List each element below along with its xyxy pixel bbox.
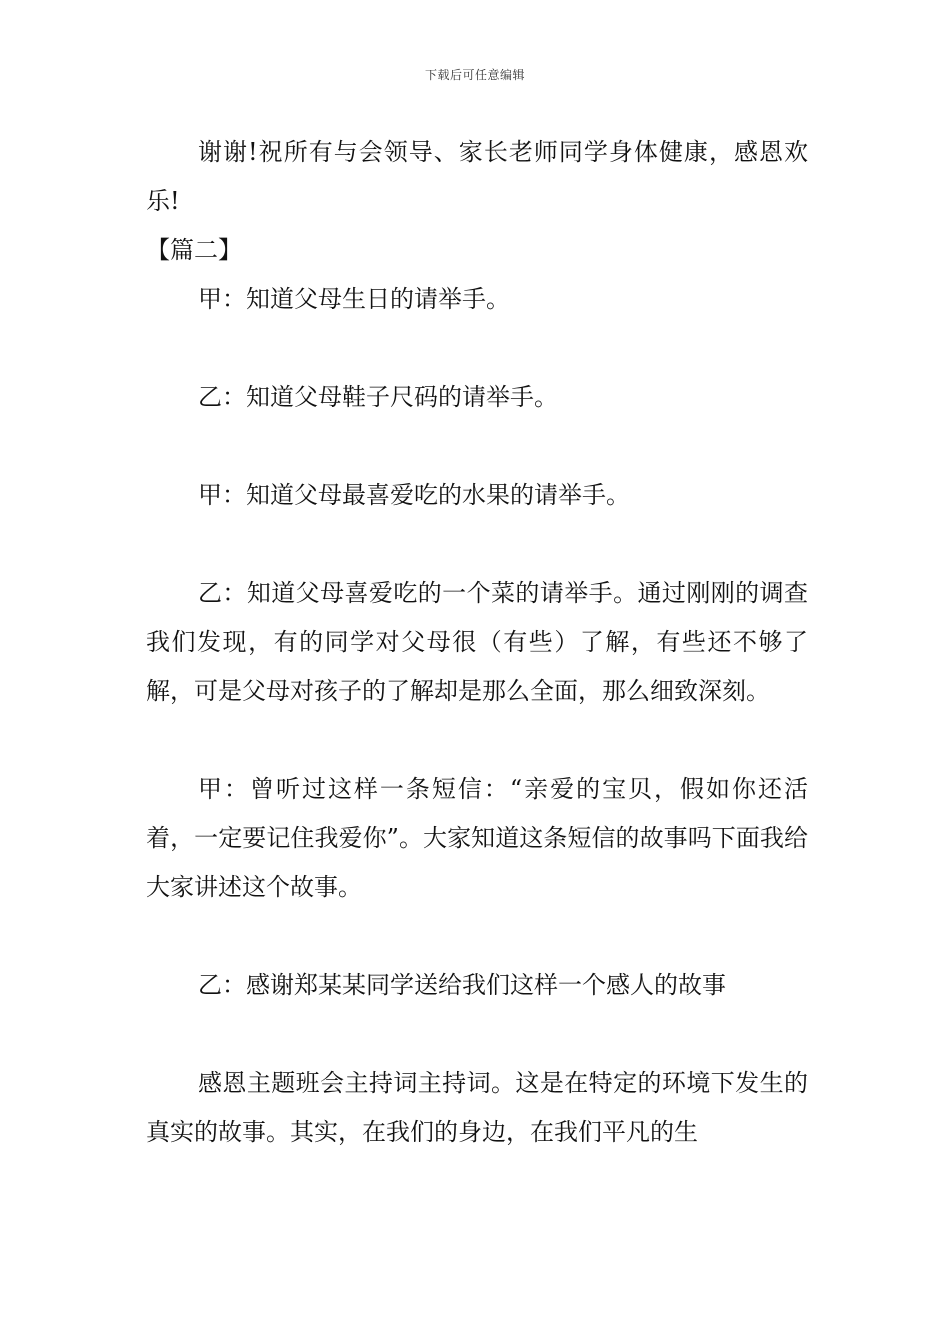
paragraph-gap xyxy=(146,520,808,569)
paragraph-jia-fruit: 甲：知道父母最喜爱吃的水果的请举手。 xyxy=(198,481,630,509)
paragraph-gap xyxy=(146,912,808,961)
section-heading: 【篇二】 xyxy=(146,236,242,264)
page-header: 下载后可任意编辑 xyxy=(424,68,525,82)
paragraph-theme: 感恩主题班会主持词主持词。这是在特定的环境下发生的真实的故事。其实，在我们的身边，在我们平凡的生 xyxy=(146,1069,808,1146)
paragraph-yi-thanks: 乙：感谢郑某某同学送给我们这样一个感人的故事 xyxy=(198,971,726,999)
document-body xyxy=(146,128,808,1157)
paragraph-closing-thanks: 谢谢!祝所有与会领导、家长老师同学身体健康，感恩欢乐! xyxy=(146,138,808,215)
paragraph-yi-dish: 乙：知道父母喜爱吃的一个菜的请举手。通过刚刚的调查我们发现，有的同学对父母很（有些）了解，有些还不够了解，可是父母对孩子的了解却是那么全面，那么细致深刻。 xyxy=(146,579,808,705)
paragraph-jia-birthday: 甲：知道父母生日的请举手。 xyxy=(198,285,510,313)
paragraph-yi-shoe-size: 乙：知道父母鞋子尺码的请举手。 xyxy=(198,383,558,411)
paragraph-gap xyxy=(146,422,808,471)
paragraph-gap xyxy=(146,716,808,765)
paragraph-gap xyxy=(146,324,808,373)
paragraph-jia-message: 甲：曾听过这样一条短信：“亲爱的宝贝，假如你还活着，一定要记住我爱你”。大家知道这条短信的故事吗下面我给大家讲述这个故事。 xyxy=(146,775,808,901)
paragraph-gap xyxy=(146,1010,808,1059)
